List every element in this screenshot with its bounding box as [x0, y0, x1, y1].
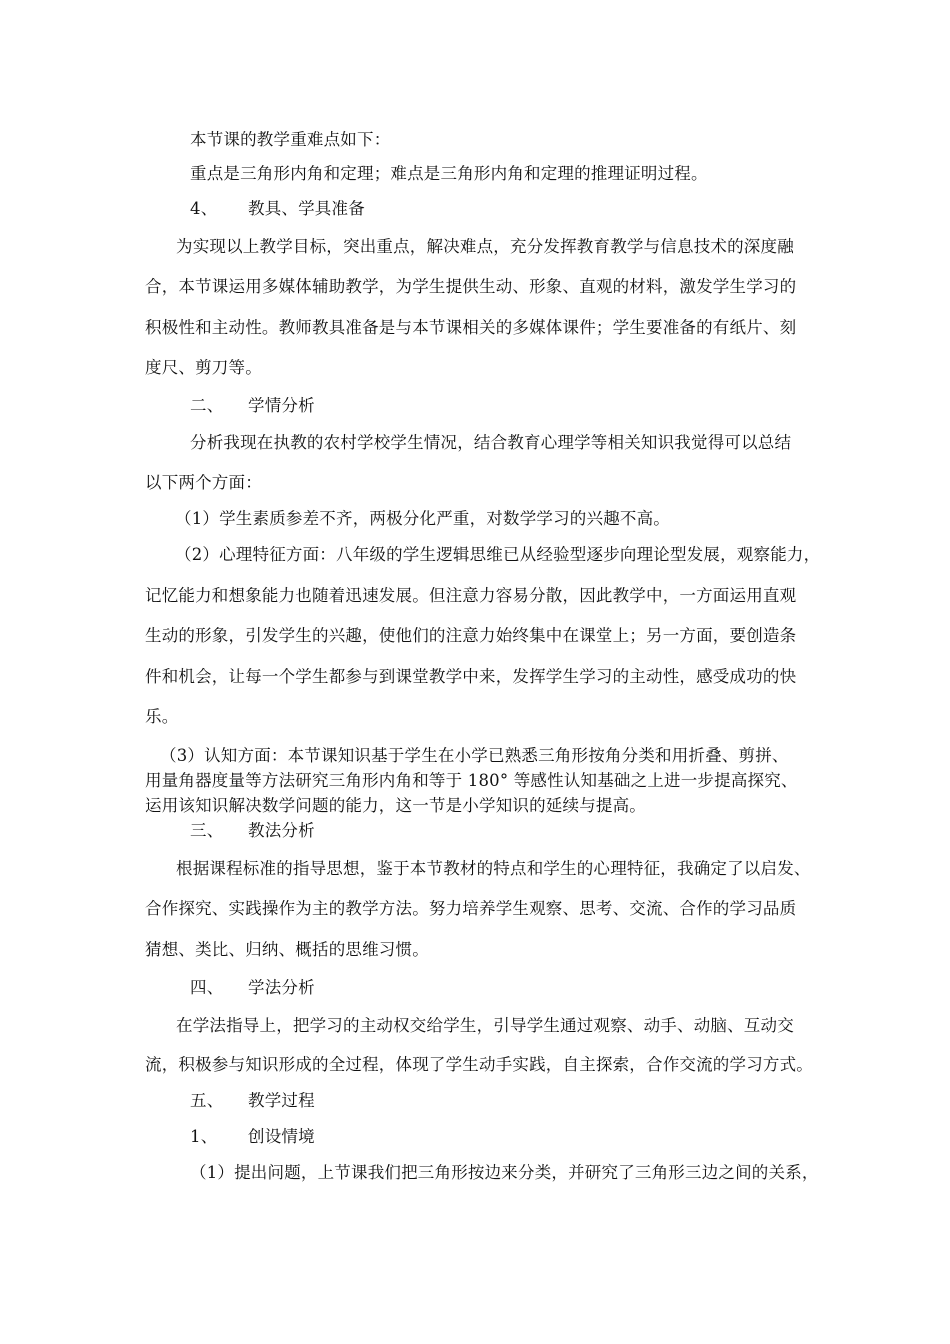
- heading-text: 创设情境: [248, 1127, 315, 1146]
- section-heading: [190, 199, 365, 219]
- paragraph-line: （1）提出问题，上节课我们把三角形按边来分类，并研究了三角形三边之间的关系，: [190, 1163, 819, 1182]
- paragraph-line: 生动的形象，引发学生的兴趣，使他们的注意力始终集中在课堂上；另一方面，要创造条: [145, 626, 797, 645]
- paragraph-line: 猜想、类比、归纳、概括的思维习惯。: [145, 940, 429, 959]
- paragraph-line: 本节课的教学重难点如下：: [190, 130, 391, 149]
- paragraph-line: 合，本节课运用多媒体辅助教学，为学生提供生动、形象、直观的材料，激发学生学习的: [145, 277, 797, 296]
- section-heading: [190, 821, 315, 841]
- heading-number: 五、: [190, 1091, 224, 1110]
- section-heading: [190, 978, 315, 998]
- paragraph-line: 分析我现在执教的农村学校学生情况，结合教育心理学等相关知识我觉得可以总结: [190, 433, 792, 452]
- heading-text: 学情分析: [248, 396, 315, 415]
- paragraph-line: 在学法指导上，把学习的主动权交给学生，引导学生通过观察、动手、动脑、互动交: [176, 1016, 794, 1035]
- paragraph-line: 乐。: [145, 707, 179, 726]
- paragraph-line: 记忆能力和想象能力也随着迅速发展。但注意力容易分散，因此教学中，一方面运用直观: [145, 586, 797, 605]
- paragraph-line: 合作探究、实践操作为主的教学方法。努力培养学生观察、思考、交流、合作的学习品质: [145, 899, 797, 918]
- heading-number: 二、: [190, 396, 224, 415]
- section-heading: [190, 1091, 315, 1111]
- paragraph-line: 根据课程标准的指导思想，鉴于本节教材的特点和学生的心理特征，我确定了以启发、: [176, 859, 811, 878]
- heading-text: 学法分析: [248, 978, 315, 997]
- paragraph-line: 重点是三角形内角和定理；难点是三角形内角和定理的推理证明过程。: [190, 164, 708, 183]
- paragraph-line: （1）学生素质参差不齐，两极分化严重，对数学学习的兴趣不高。: [175, 509, 670, 528]
- paragraph-line: 运用该知识解决数学问题的能力，这一节是小学知识的延续与提高。: [145, 796, 646, 815]
- heading-text: 教学过程: [248, 1091, 315, 1110]
- heading-number: 4、: [190, 199, 218, 218]
- paragraph-line: 用量角器度量等方法研究三角形内角和等于 180° 等感性认知基础之上进一步提高探究、: [145, 771, 798, 790]
- heading-number: 三、: [190, 821, 224, 840]
- paragraph-line: 为实现以上教学目标，突出重点，解决难点，充分发挥教育教学与信息技术的深度融: [176, 237, 794, 256]
- paragraph-line: 件和机会，让每一个学生都参与到课堂教学中来，发挥学生学习的主动性，感受成功的快: [145, 667, 797, 686]
- paragraph-line: 以下两个方面：: [145, 473, 262, 492]
- heading-text: 教法分析: [248, 821, 315, 840]
- paragraph-line: （3）认知方面：本节课知识基于学生在小学已熟悉三角形按角分类和用折叠、剪拼、: [160, 746, 789, 765]
- heading-number: 四、: [190, 978, 224, 997]
- paragraph-line: 流，积极参与知识形成的全过程，体现了学生动手实践，自主探索，合作交流的学习方式。: [145, 1055, 813, 1074]
- paragraph-line: 积极性和主动性。教师教具准备是与本节课相关的多媒体课件；学生要准备的有纸片、刻: [145, 318, 797, 337]
- paragraph-line: 度尺、剪刀等。: [145, 358, 262, 377]
- section-heading: [190, 396, 315, 416]
- heading-number: 1、: [190, 1127, 218, 1146]
- section-heading: [190, 1127, 315, 1147]
- heading-text: 教具、学具准备: [248, 199, 365, 218]
- paragraph-line: （2）心理特征方面：八年级的学生逻辑思维已从经验型逐步向理论型发展，观察能力，: [175, 545, 821, 564]
